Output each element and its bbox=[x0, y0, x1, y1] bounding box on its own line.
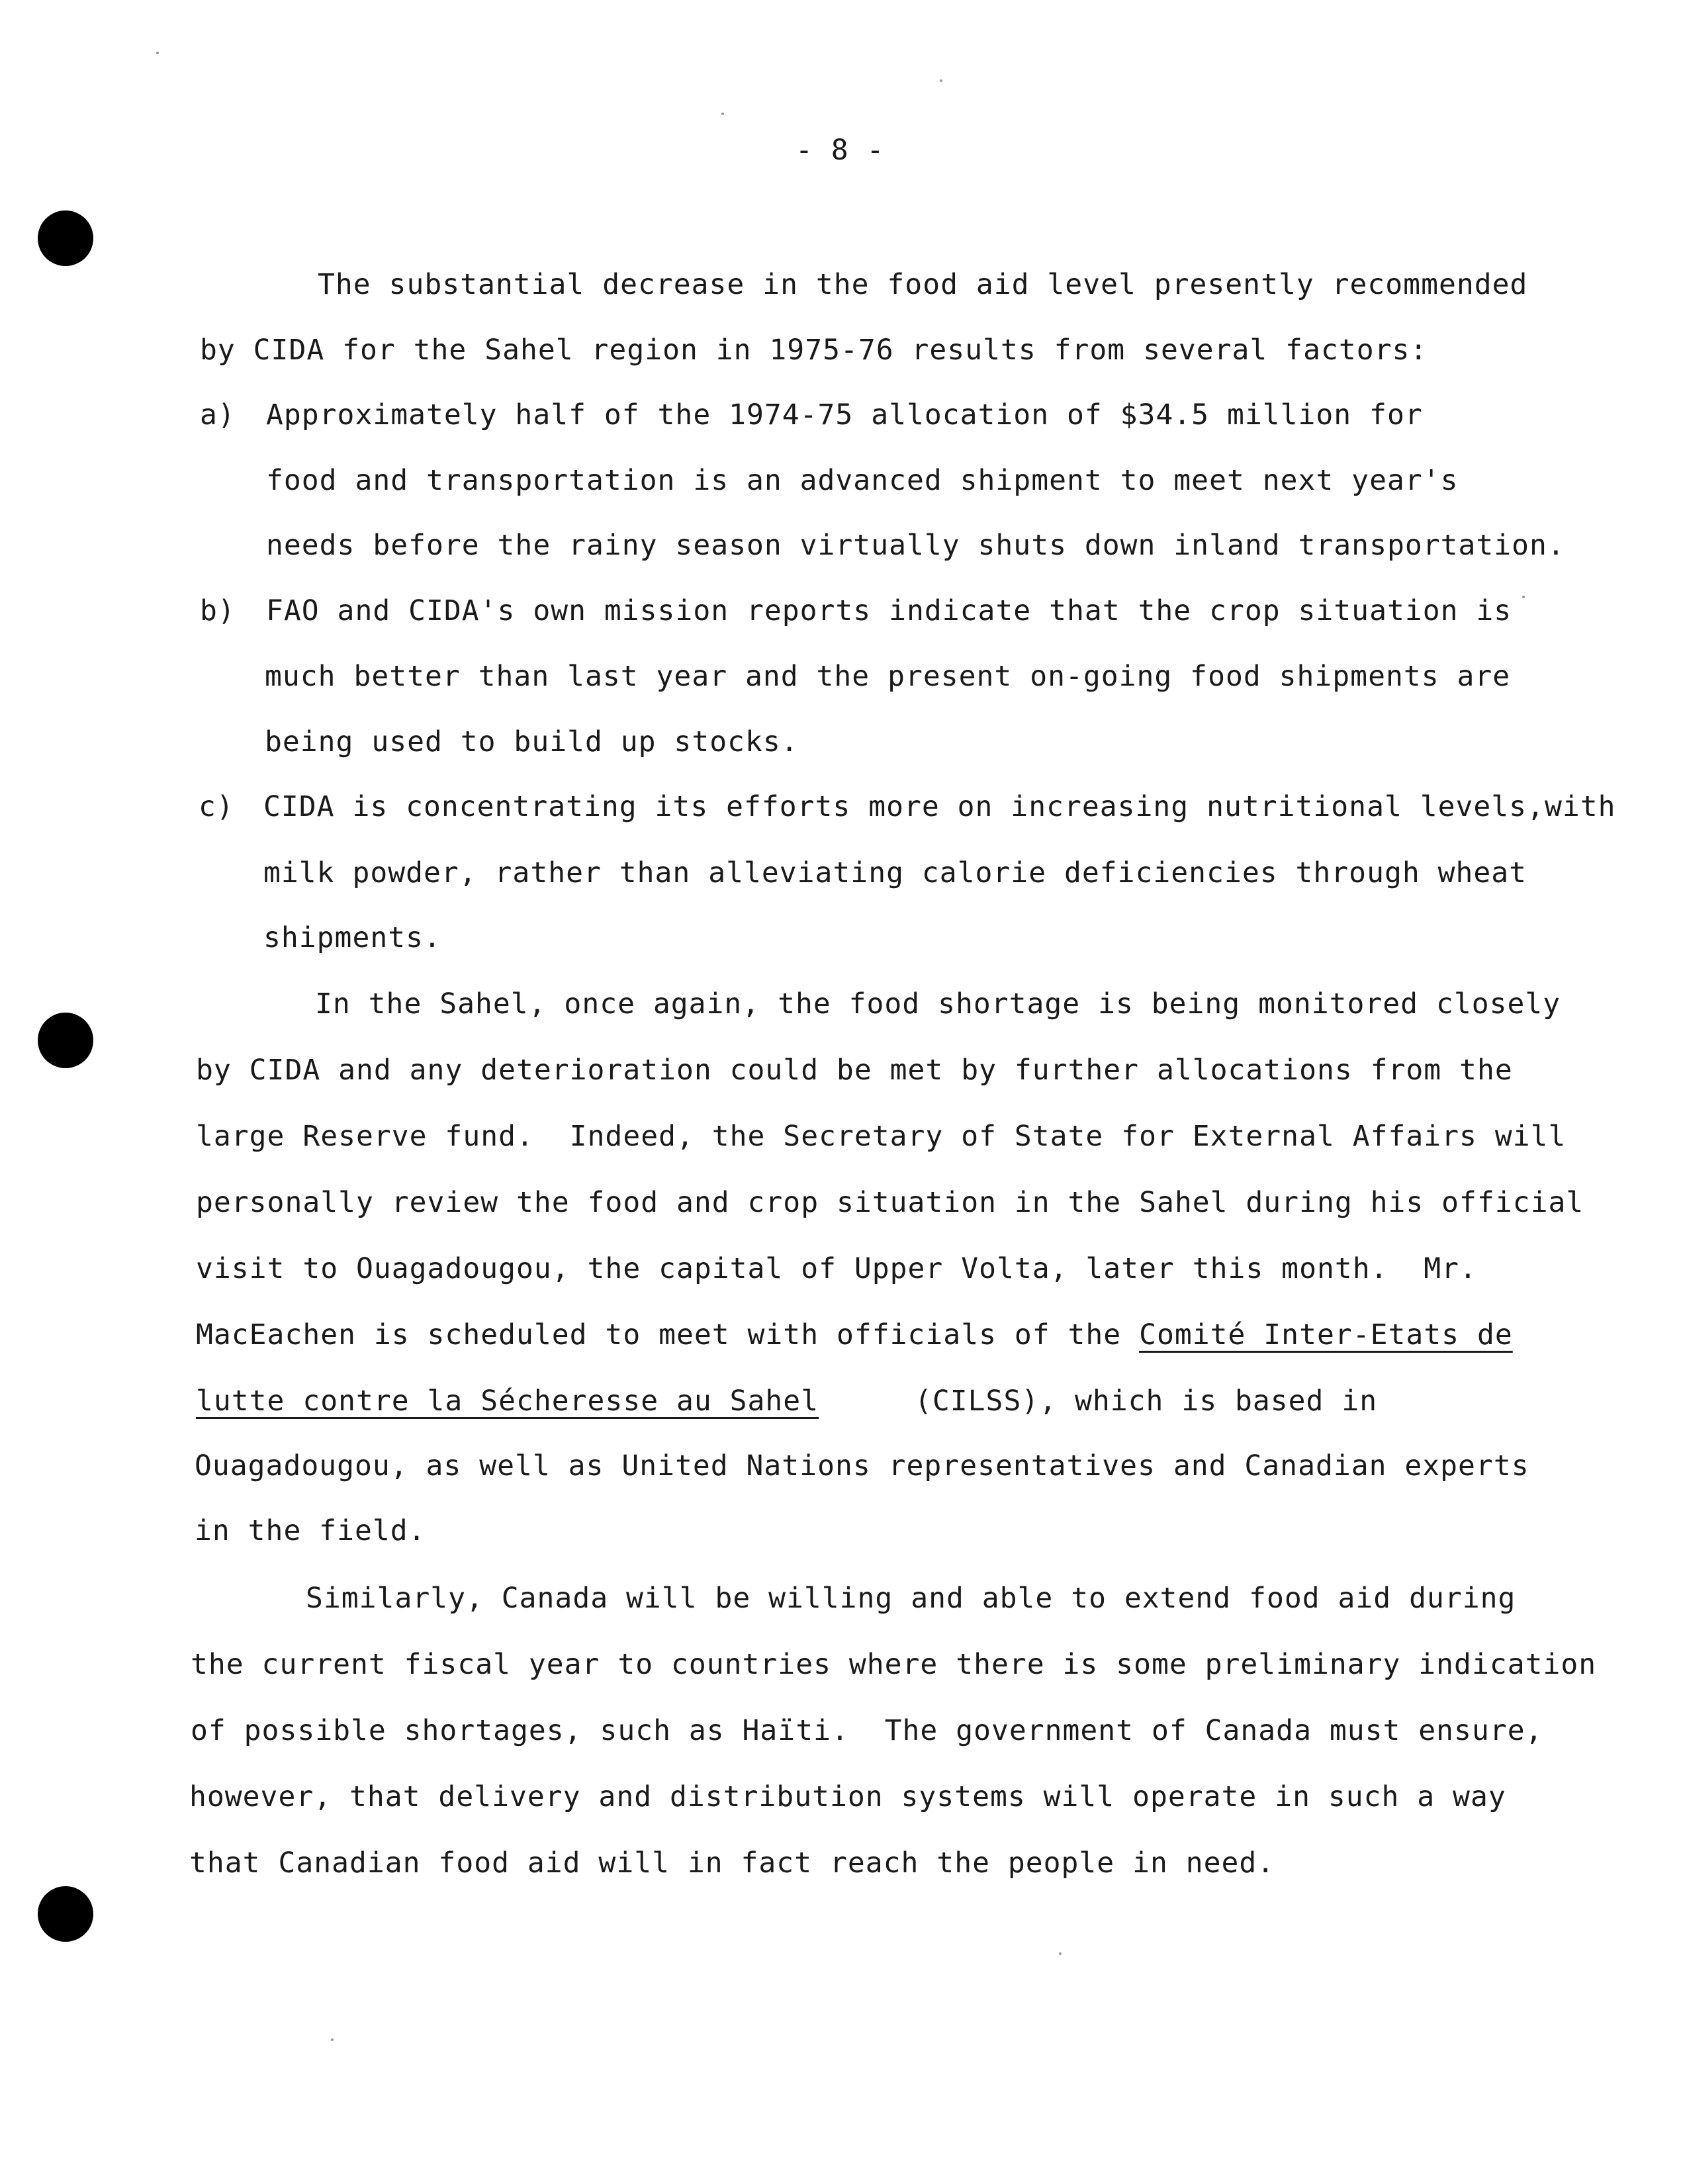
list-marker-c: c) bbox=[199, 790, 234, 823]
para1-intro-line1: The substantial decrease in the food aid level presently recommended bbox=[318, 268, 1528, 301]
para2-line6 bbox=[196, 1317, 1513, 1353]
list-item-a-line1: Approximately half of the 1974-75 allocation of $34.5 million for bbox=[266, 398, 1423, 432]
cilss-name-part1: Comité Inter-Etats de bbox=[1139, 1318, 1513, 1351]
list-item-c-line1: CIDA is concentrating its efforts more on increasing nutritional levels,with bbox=[263, 790, 1616, 823]
list-item-b-line3: being used to build up stocks. bbox=[265, 725, 799, 758]
list-marker-b: b) bbox=[200, 594, 236, 627]
list-marker-a: a) bbox=[200, 398, 236, 432]
para2-line9: in the field. bbox=[195, 1514, 426, 1547]
scan-speck bbox=[721, 113, 724, 115]
para2-line7-rest: (CILSS), which is based in bbox=[915, 1385, 1378, 1418]
para3-line1: Similarly, Canada will be willing and able to extend food aid during bbox=[306, 1582, 1516, 1615]
list-item-c-line2: milk powder, rather than alleviating calorie deficiencies through wheat bbox=[263, 856, 1527, 889]
list-item-c-line3: shipments. bbox=[263, 921, 441, 954]
punch-hole-top bbox=[38, 210, 93, 266]
scan-speck bbox=[1522, 596, 1525, 598]
list-item-a-line3: needs before the rainy season virtually shuts down inland transportation. bbox=[266, 529, 1565, 562]
punch-hole-bottom bbox=[38, 1886, 93, 1942]
para2-line2: by CIDA and any deterioration could be met by further allocations from the bbox=[196, 1054, 1513, 1087]
para2-line8: Ouagadougou, as well as United Nations representatives and Canadian experts bbox=[195, 1449, 1529, 1482]
para2-line1: In the Sahel, once again, the food shortage is being monitored closely bbox=[315, 987, 1561, 1021]
scan-speck bbox=[331, 2038, 334, 2041]
scan-speck bbox=[156, 52, 159, 54]
para2-line6-text: MacEachen is scheduled to meet with officials of the bbox=[196, 1318, 1140, 1351]
list-item-b-line2: much better than last year and the present on-going food shipments are bbox=[265, 660, 1511, 693]
scan-speck bbox=[940, 79, 942, 82]
list-item-a-line2: food and transportation is an advanced shipment to meet next year's bbox=[266, 464, 1459, 497]
para2-line5: visit to Ouagadougou, the capital of Upper Volta, later this month. Mr. bbox=[196, 1252, 1477, 1285]
para3-line2: the current fiscal year to countries where there is some preliminary indication bbox=[191, 1648, 1597, 1681]
page-number: - 8 - bbox=[795, 134, 885, 167]
scan-speck bbox=[1059, 1952, 1062, 1955]
list-item-b-line1: FAO and CIDA's own mission reports indicate that the crop situation is bbox=[266, 594, 1512, 627]
para3-line3: of possible shortages, such as Haïti. The government of Canada must ensure, bbox=[191, 1714, 1543, 1747]
punch-hole-middle bbox=[38, 1013, 93, 1068]
para3-line4: however, that delivery and distribution systems will operate in such a way bbox=[189, 1780, 1506, 1813]
para1-intro-line2: by CIDA for the Sahel region in 1975-76 results from several factors: bbox=[200, 334, 1428, 367]
cilss-name-part2: lutte contre la Sécheresse au Sahel bbox=[196, 1385, 819, 1418]
para2-line4: personally review the food and crop situation in the Sahel during his official bbox=[196, 1186, 1584, 1219]
para3-line5: that Canadian food aid will in fact reach the people in need. bbox=[189, 1846, 1275, 1880]
para2-line3: large Reserve fund. Indeed, the Secretary of State for External Affairs will bbox=[196, 1120, 1567, 1153]
